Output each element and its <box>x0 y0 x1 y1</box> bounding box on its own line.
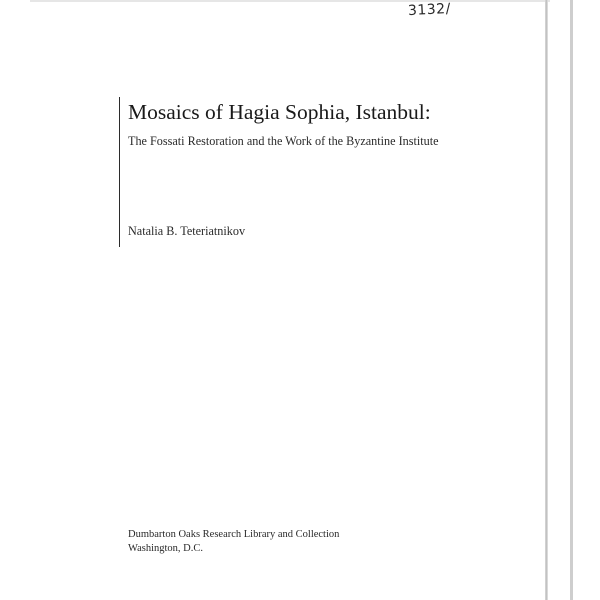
page-right-edge <box>545 0 548 600</box>
publisher-place: Washington, D.C. <box>128 543 203 554</box>
page-top-edge <box>30 0 550 2</box>
book-title: Mosaics of Hagia Sophia, Istanbul: <box>128 100 431 124</box>
publisher-block <box>128 528 339 556</box>
book-author: Natalia B. Teteriatnikov <box>128 224 246 238</box>
scan-edge-shadow <box>570 0 573 600</box>
publisher-name: Dumbarton Oaks Research Library and Collection <box>128 529 340 540</box>
book-subtitle: The Fossati Restoration and the Work of the Byzantine Institute <box>128 134 439 148</box>
title-vertical-rule <box>119 97 120 247</box>
handwritten-shelfmark: 3132/ <box>407 0 452 20</box>
